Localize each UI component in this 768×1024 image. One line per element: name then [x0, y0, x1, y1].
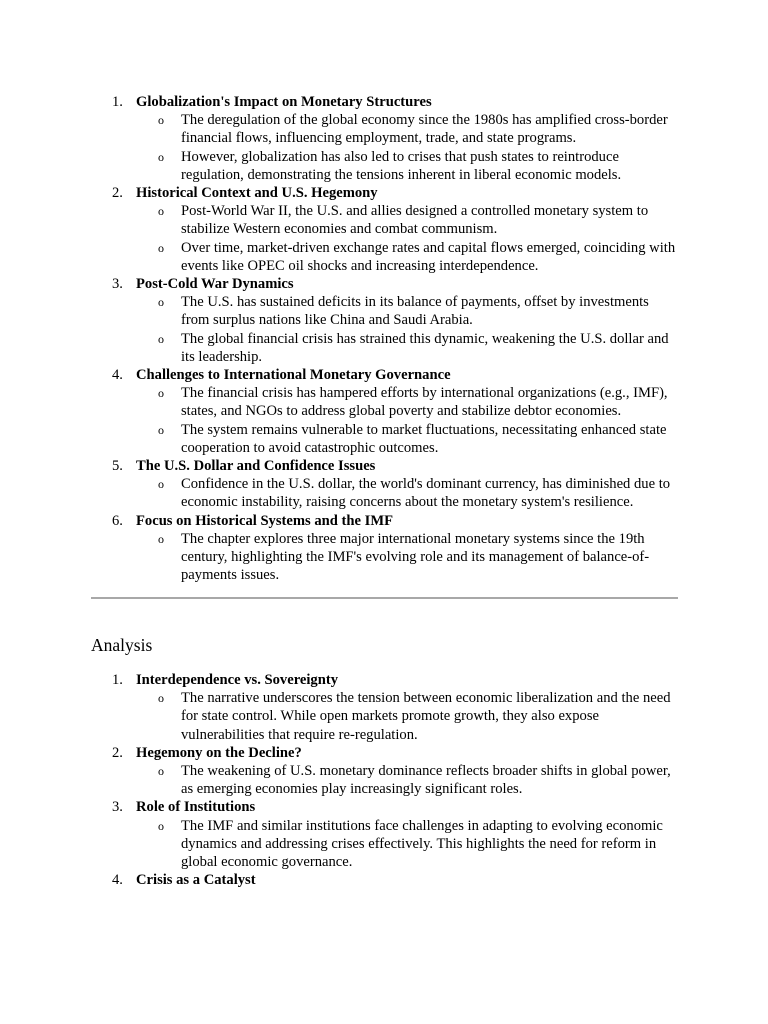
sub-point-text: The global financial crisis has strained this dynamic, weakening the U.S. dollar and its leadership. — [181, 330, 669, 365]
sub-point — [136, 817, 768, 872]
analysis-list — [0, 671, 768, 889]
sub-point — [136, 111, 768, 147]
summary-item — [0, 93, 768, 184]
list-number: 4. — [112, 872, 123, 889]
sub-point-list — [136, 530, 768, 585]
summary-item — [0, 457, 768, 512]
sub-point-text: Post-World War II, the U.S. and allies designed a controlled monetary system to stabilize Western economies and combat communism. — [181, 203, 649, 238]
list-number: 1. — [112, 94, 123, 110]
item-title: Crisis as a Catalyst — [136, 872, 256, 889]
sub-point-text: Confidence in the U.S. dollar, the world's dominant currency, has diminished due to economic instability, raising concerns about the monetary system's resilience. — [181, 476, 671, 511]
item-title: Challenges to International Monetary Governance — [136, 367, 451, 384]
sub-point-text: The deregulation of the global economy since the 1980s has amplified cross-border financial flows, influencing employment, trade, and state programs. — [181, 112, 668, 147]
sub-point-list — [136, 689, 768, 744]
sub-point-text: The narrative underscores the tension between economic liberalization and the need for state control. While open markets promote growth, they also expose vulnerabilities that require re-regulation. — [181, 690, 671, 743]
circle-bullet-icon: o — [158, 477, 164, 492]
sub-point — [136, 530, 768, 585]
item-title: Post-Cold War Dynamics — [136, 276, 294, 293]
sub-point-text: The U.S. has sustained deficits in its balance of payments, offset by investments from surplus nations like China and Saudi Arabia. — [181, 294, 649, 329]
summary-item — [0, 512, 768, 585]
list-number: 1. — [112, 672, 123, 688]
list-number: 2. — [112, 744, 123, 761]
summary-item — [0, 275, 768, 366]
analysis-item — [0, 798, 768, 871]
sub-point-list — [136, 384, 768, 457]
list-number: 5. — [112, 458, 123, 475]
sub-point-list — [136, 762, 768, 798]
item-title: The U.S. Dollar and Confidence Issues — [136, 458, 376, 475]
sub-point — [136, 475, 768, 511]
circle-bullet-icon: o — [158, 240, 164, 255]
circle-bullet-icon: o — [158, 691, 164, 706]
horizontal-divider — [91, 597, 678, 599]
circle-bullet-icon: o — [158, 818, 164, 833]
circle-bullet-icon: o — [158, 113, 164, 128]
circle-bullet-icon: o — [158, 295, 164, 310]
analysis-heading: Analysis — [91, 635, 153, 655]
sub-point-list — [136, 202, 768, 275]
list-number: 3. — [112, 276, 123, 293]
item-title: Hegemony on the Decline? — [136, 744, 302, 761]
item-title: Role of Institutions — [136, 799, 256, 816]
item-title: Historical Context and U.S. Hegemony — [136, 185, 378, 202]
sub-point-list — [136, 111, 768, 184]
circle-bullet-icon: o — [158, 386, 164, 401]
sub-point-text: The financial crisis has hampered efforts by international organizations (e.g., IMF), states, and NGOs to address global poverty and stabilize debtor economies. — [181, 385, 668, 420]
sub-point — [136, 762, 768, 798]
list-number: 2. — [112, 185, 123, 202]
sub-point — [136, 330, 768, 366]
sub-point-text: The IMF and similar institutions face challenges in adapting to evolving economic dynamics and addressing crises effectively. This highlights the need for reform in global economic governance. — [181, 817, 663, 871]
sub-point-list — [136, 293, 768, 366]
sub-point — [136, 293, 768, 329]
summary-list — [0, 93, 768, 584]
summary-item — [0, 184, 768, 275]
sub-point-text: The system remains vulnerable to market fluctuations, necessitating enhanced state cooperation to avoid catastrophic outcomes. — [181, 421, 667, 456]
circle-bullet-icon: o — [158, 422, 164, 437]
circle-bullet-icon: o — [158, 204, 164, 219]
circle-bullet-icon: o — [158, 149, 164, 164]
analysis-item — [0, 871, 768, 889]
sub-point — [136, 148, 768, 184]
list-number: 4. — [112, 367, 123, 384]
item-title: Focus on Historical Systems and the IMF — [136, 512, 394, 529]
circle-bullet-icon: o — [158, 764, 164, 779]
sub-point-list — [136, 817, 768, 872]
sub-point-text: However, globalization has also led to crises that push states to reintroduce regulation, demonstrating the tensions inherent in liberal economic models. — [181, 148, 622, 183]
analysis-item — [0, 671, 768, 744]
circle-bullet-icon: o — [158, 331, 164, 346]
sub-point-text: The chapter explores three major international monetary systems since the 19th century, highlighting the IMF's evolving role and its management of balance-of-payments issues. — [181, 530, 650, 584]
circle-bullet-icon: o — [158, 531, 164, 546]
list-number: 3. — [112, 799, 123, 816]
analysis-item — [0, 744, 768, 799]
sub-point-text: Over time, market-driven exchange rates and capital flows emerged, coinciding with events like OPEC oil shocks and increasing interdependence. — [181, 239, 676, 274]
sub-point — [136, 202, 768, 238]
summary-item — [0, 366, 768, 457]
sub-point — [136, 689, 768, 744]
sub-point — [136, 421, 768, 457]
list-number: 6. — [112, 512, 123, 529]
sub-point-text: The weakening of U.S. monetary dominance reflects broader shifts in global power, as emerging economies play increasingly significant roles. — [181, 763, 671, 798]
sub-point-list — [136, 475, 768, 511]
item-title: Interdependence vs. Sovereignty — [136, 672, 339, 688]
item-title: Globalization's Impact on Monetary Structures — [136, 94, 432, 110]
sub-point — [136, 384, 768, 420]
sub-point — [136, 239, 768, 275]
